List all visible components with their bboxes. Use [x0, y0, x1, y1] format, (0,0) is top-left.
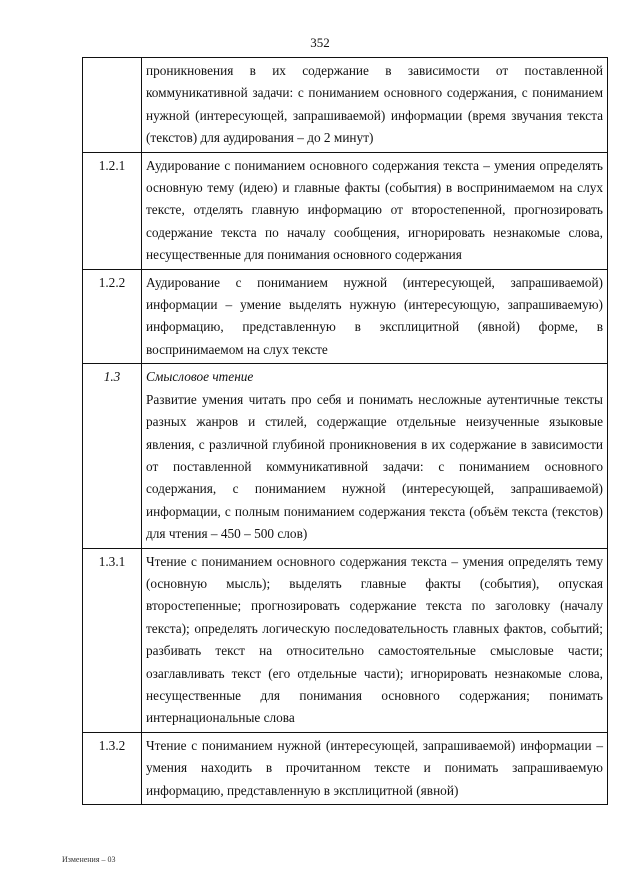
table-row	[83, 732, 608, 804]
table-row	[83, 58, 608, 153]
curriculum-table	[82, 57, 608, 805]
row-text: Развитие умения читать про себя и понимать несложные аутентичные тексты разных жанров и стилей, содержащие отдельные неизученные языковые явления, с различной глубиной проникновения в их содержание в зависимости от поставленной коммуникативной задачи: с пониманием основного содержания, с пониманием нужной (интересующей, запрашиваемой) информации, с полным пониманием содержания текста (объём текста (текстов) для чтения – 450 – 500 слов)	[146, 391, 603, 542]
table-row	[83, 269, 608, 364]
table-row	[83, 548, 608, 732]
page-number: 352	[310, 35, 330, 50]
row-text: Аудирование с пониманием основного содержания текста – умения определять основную тему (идею) и главные факты (события) в воспринимаемом на слух тексте, отделять главную информацию от второстепенной, прогнозировать содержание текста по началу сообщения, игнорировать незнакомые слова, несущественные для понимания основного содержания	[142, 152, 608, 269]
table-row	[83, 364, 608, 548]
section-title: Смысловое чтение	[146, 369, 254, 385]
row-code: 1.3.1	[83, 548, 142, 732]
row-text: Аудирование с пониманием нужной (интересующей, запрашиваемой) информации – умение выделять нужную (интересующую, запрашиваемую) информацию, представленную в эксплицитной (явной) форме, в воспринимаемом на слух тексте	[142, 269, 608, 364]
row-cell	[142, 364, 608, 548]
table-row	[83, 152, 608, 269]
row-code: 1.2.2	[83, 269, 142, 364]
row-text: Чтение с пониманием основного содержания текста – умения определять тему (основную мысль); выделять главные факты (события), опуская второстепенные; прогнозировать содержание текста по заголовку (началу текста); определять логическую последовательность главных фактов, событий; разбивать текст на относительно самостоятельные смысловые части; озаглавливать текст (его отдельные части); игнорировать незнакомые слова, несущественные для понимания основного содержания; понимать интернациональные слова	[142, 548, 608, 732]
row-text: Чтение с пониманием нужной (интересующей, запрашиваемой) информации – умения находить в прочитанном тексте и понимать запрашиваемую информацию, представленную в эксплицитной (явной)	[142, 732, 608, 804]
row-code	[83, 58, 142, 153]
row-code: 1.3	[83, 364, 142, 548]
footer-revision: Изменения – 03	[62, 855, 116, 864]
row-code: 1.2.1	[83, 152, 142, 269]
row-text: проникновения в их содержание в зависимости от поставленной коммуникативной задачи: с пониманием основного содержания, с пониманием нужной (интересующей, запрашиваемой) информации (время звучания текста (текстов) для аудирования – до 2 минут)	[142, 58, 608, 153]
row-code: 1.3.2	[83, 732, 142, 804]
